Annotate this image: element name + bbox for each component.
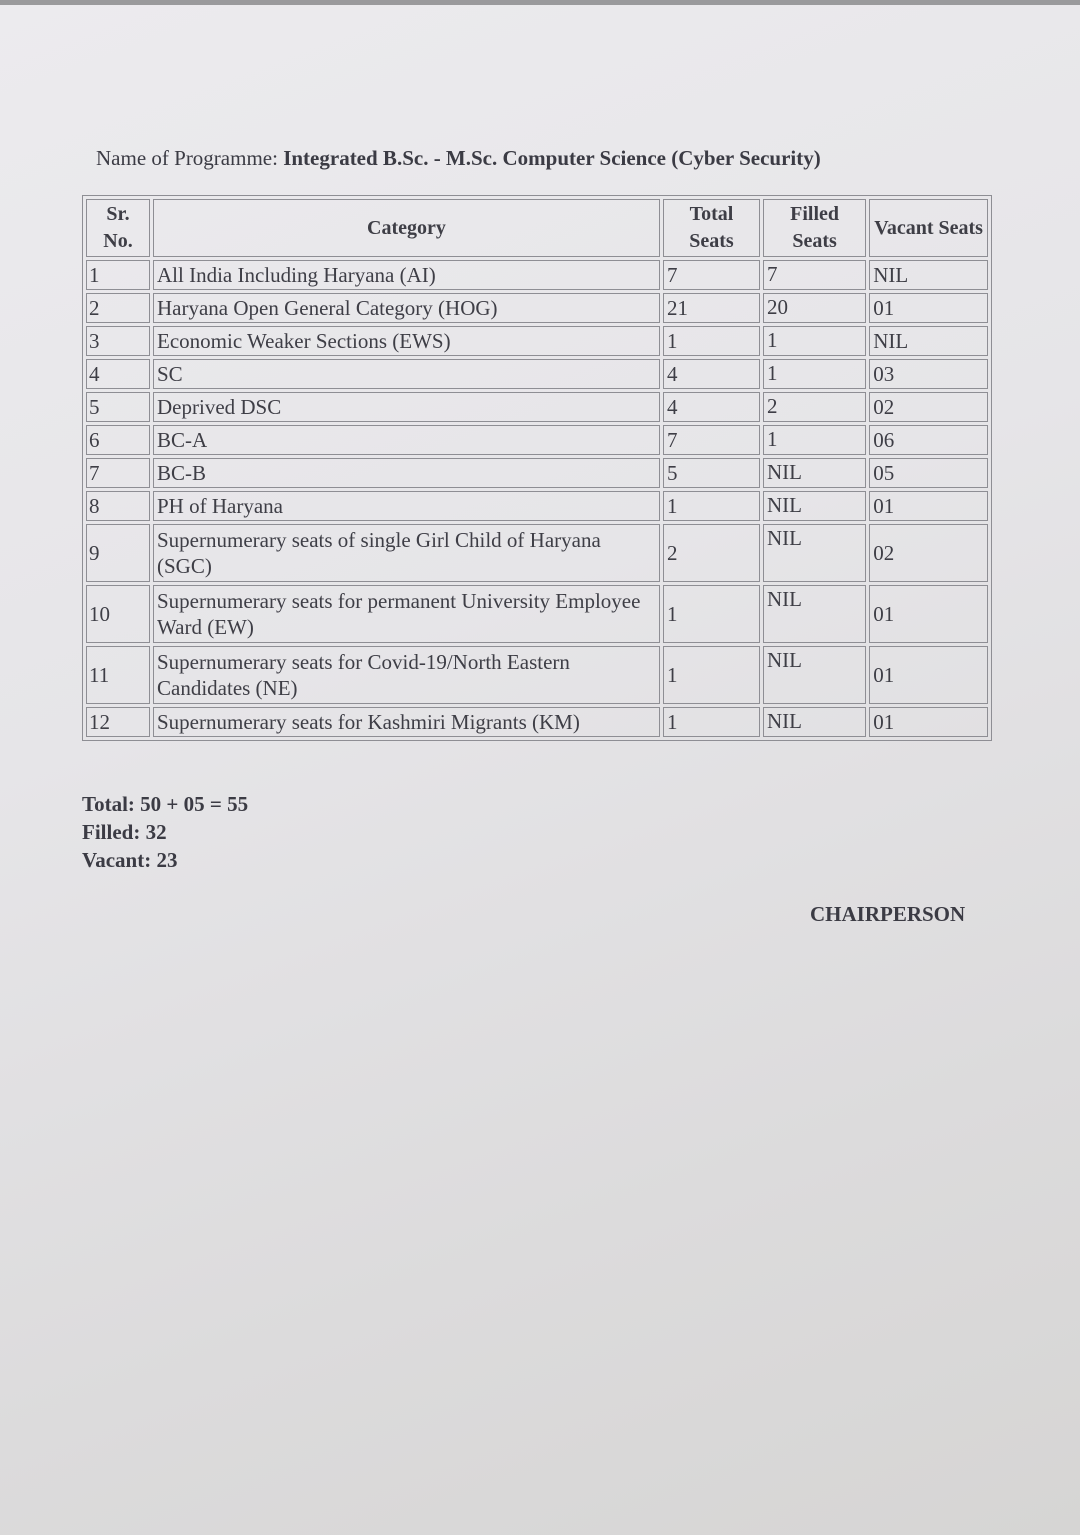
cell-total-seats: 4 [663,359,760,389]
cell-total-seats: 1 [663,326,760,356]
page-top-edge [0,0,1080,5]
cell-vacant-seats: NIL [869,260,988,290]
signature-chairperson: CHAIRPERSON [810,902,966,926]
cell-vacant-seats: 01 [869,646,988,704]
cell-category: PH of Haryana [153,491,660,521]
table-row [86,260,988,290]
cell-total-seats: 21 [663,293,760,323]
cell-total-seats: 1 [663,707,760,737]
cell-sr-no: 10 [86,585,150,643]
cell-total-seats: 7 [663,260,760,290]
programme-label: Name of Programme: [96,146,284,170]
table-row [86,326,988,356]
cell-category: All India Including Haryana (AI) [153,260,660,290]
header-category: Category [153,199,660,257]
table-row [86,425,988,455]
totals-block [82,790,248,874]
table-row [86,646,988,704]
seat-matrix-table [82,195,992,741]
table-row [86,524,988,582]
cell-category: BC-A [153,425,660,455]
table-row [86,491,988,521]
cell-total-seats: 1 [663,585,760,643]
table-row [86,707,988,737]
cell-sr-no: 12 [86,707,150,737]
table-row [86,458,988,488]
cell-total-seats: 5 [663,458,760,488]
cell-filled-seats: NIL [763,458,866,488]
cell-vacant-seats: 06 [869,425,988,455]
cell-filled-seats: NIL [763,585,866,643]
cell-sr-no: 8 [86,491,150,521]
header-filled-seats: Filled Seats [763,199,866,257]
table-row [86,293,988,323]
cell-filled-seats: NIL [763,707,866,737]
cell-vacant-seats: 03 [869,359,988,389]
cell-vacant-seats: 01 [869,491,988,521]
cell-category: BC-B [153,458,660,488]
cell-total-seats: 1 [663,646,760,704]
table-row [86,392,988,422]
cell-category: Deprived DSC [153,392,660,422]
cell-sr-no: 7 [86,458,150,488]
filled-line: Filled: 32 [82,820,167,844]
cell-category: Supernumerary seats for permanent University Employee Ward (EW) [153,585,660,643]
cell-vacant-seats: 01 [869,293,988,323]
cell-category: Economic Weaker Sections (EWS) [153,326,660,356]
cell-vacant-seats: NIL [869,326,988,356]
cell-vacant-seats: 02 [869,524,988,582]
cell-filled-seats: 7 [763,260,866,290]
cell-vacant-seats: 05 [869,458,988,488]
cell-filled-seats: 2 [763,392,866,422]
header-sr-no: Sr. No. [86,199,150,257]
header-total-seats: Total Seats [663,199,760,257]
cell-vacant-seats: 01 [869,585,988,643]
cell-filled-seats: 1 [763,359,866,389]
cell-filled-seats: 1 [763,326,866,356]
cell-category: SC [153,359,660,389]
cell-sr-no: 3 [86,326,150,356]
cell-filled-seats: 1 [763,425,866,455]
cell-total-seats: 2 [663,524,760,582]
table-row [86,359,988,389]
cell-sr-no: 6 [86,425,150,455]
total-line: Total: 50 + 05 = 55 [82,792,249,816]
table-body [86,260,988,737]
cell-category: Supernumerary seats of single Girl Child of Haryana (SGC) [153,524,660,582]
cell-filled-seats: NIL [763,646,866,704]
cell-sr-no: 4 [86,359,150,389]
cell-sr-no: 5 [86,392,150,422]
cell-total-seats: 1 [663,491,760,521]
cell-category: Supernumerary seats for Kashmiri Migrants (KM) [153,707,660,737]
programme-name: Integrated B.Sc. - M.Sc. Computer Science (Cyber Security) [283,146,821,170]
programme-line [96,146,821,171]
table-header-row [86,199,988,257]
cell-sr-no: 1 [86,260,150,290]
cell-total-seats: 7 [663,425,760,455]
cell-filled-seats: NIL [763,524,866,582]
cell-filled-seats: 20 [763,293,866,323]
cell-vacant-seats: 02 [869,392,988,422]
cell-total-seats: 4 [663,392,760,422]
cell-category: Haryana Open General Category (HOG) [153,293,660,323]
cell-sr-no: 2 [86,293,150,323]
table-row [86,585,988,643]
cell-sr-no: 9 [86,524,150,582]
vacant-line: Vacant: 23 [82,848,178,872]
header-vacant-seats: Vacant Seats [869,199,988,257]
cell-vacant-seats: 01 [869,707,988,737]
cell-filled-seats: NIL [763,491,866,521]
cell-sr-no: 11 [86,646,150,704]
cell-category: Supernumerary seats for Covid-19/North Eastern Candidates (NE) [153,646,660,704]
